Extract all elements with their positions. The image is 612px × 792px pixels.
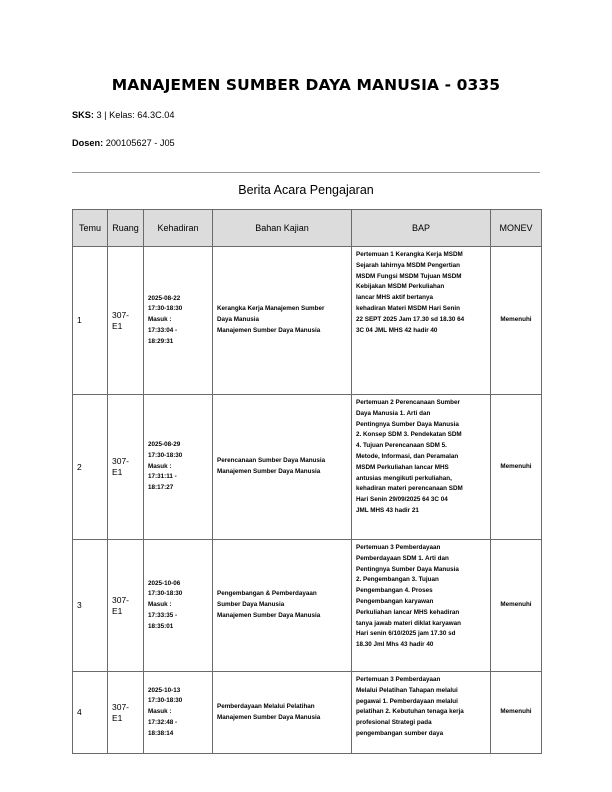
cell-bahan-kajian: [213, 540, 352, 672]
kehadiran-line: 2025-10-06: [148, 579, 181, 587]
bahan-line: Daya Manusia: [217, 316, 259, 324]
bap-line: Pertemuan 3 Pemberdayaan: [356, 676, 441, 683]
table-body: [73, 247, 542, 754]
cell-bap: [352, 395, 491, 540]
bap-line: Pemberdayaan SDM 1. Arti dan: [356, 554, 449, 562]
dosen-info: [72, 138, 175, 148]
bap-line: 18.30 Jml Mhs 43 hadir 40: [356, 641, 434, 649]
ruang-line: E1: [112, 467, 123, 477]
bahan-line: Perencanaan Sumber Daya Manusia: [217, 457, 326, 465]
bap-line: Pentingnya Sumber Daya Manusia: [356, 420, 459, 428]
sks-value: 3 | Kelas: 64.3C.04: [96, 110, 175, 120]
bap-line: Perkuliahan lancar MHS kehadiran: [356, 608, 460, 616]
kehadiran-line: 17:33:35 -: [148, 611, 178, 619]
bap-line: MSDM Fungsi MSDM Tujuan MSDM: [356, 272, 462, 280]
bap-line: MSDM Perkuliahan lancar MHS: [356, 463, 449, 471]
bap-line: Pertemuan 3 Pemberdayaan: [356, 544, 441, 551]
kehadiran-line: 2025-08-29: [148, 441, 181, 448]
bap-line: Daya Manusia 1. Arti dan: [356, 409, 431, 417]
bahan-line: Manajemen Sumber Daya Manusia: [217, 468, 321, 475]
bap-line: Hari senin 6/10/2025 jam 17.30 sd: [356, 630, 456, 638]
bap-line: tanya jawab materi diklat karyawan: [356, 619, 461, 627]
header-ruang: Ruang: [108, 210, 144, 247]
bap-line: pegawai 1. Pemberdayaan melalui: [356, 697, 458, 705]
kehadiran-line: 2025-08-22: [148, 294, 181, 302]
bahan-line: Manajemen Sumber Daya Manusia: [217, 713, 321, 721]
kehadiran-line: 17:30-18:30: [148, 590, 183, 598]
cell-bahan-kajian: [213, 395, 352, 540]
cell-kehadiran: [144, 395, 213, 540]
kehadiran-line: Masuk :: [148, 316, 172, 324]
ruang-line: 307-: [112, 594, 130, 605]
kehadiran-line: 2025-10-13: [148, 686, 181, 694]
ruang-line: E1: [112, 605, 123, 616]
cell-ruang: [108, 247, 144, 395]
bap-line: pelatihan 2. Kebutuhan tenaga kerja: [356, 708, 464, 716]
table-row: [73, 672, 542, 754]
sks-info: [72, 110, 175, 120]
bap-line: Metode, Informasi, dan Peramalan: [356, 452, 459, 460]
bahan-line: Kerangka Kerja Manajemen Sumber: [217, 305, 325, 313]
cell-kehadiran: [144, 672, 213, 754]
header-kehadiran: Kehadiran: [144, 210, 213, 247]
header-temu: Temu: [73, 210, 108, 247]
ruang-line: E1: [112, 712, 123, 723]
header-bap: BAP: [352, 210, 491, 247]
bap-line: Pengembangan 4. Proses: [356, 587, 433, 595]
bap-line: JML MHS 43 hadir 21: [356, 506, 419, 514]
kehadiran-line: Masuk :: [148, 462, 172, 470]
table-row: [73, 540, 542, 672]
cell-monev: Memenuhi: [491, 247, 542, 395]
table-row: [73, 395, 542, 540]
ruang-line: 307-: [112, 456, 130, 466]
bap-line: kehadiran Materi MSDM Hari Senin: [356, 304, 460, 312]
bap-line: Sejarah lahirnya MSDM Pengertian: [356, 261, 460, 269]
bap-line: 2. Pengembangan 3. Tujuan: [356, 576, 439, 584]
section-title: Berita Acara Pengajaran: [238, 183, 374, 197]
cell-kehadiran: [144, 247, 213, 395]
bahan-line: Manajemen Sumber Daya Manusia: [217, 326, 321, 334]
bahan-line: Sumber Daya Manusia: [217, 601, 285, 609]
ruang-line: 307-: [112, 701, 130, 712]
bap-line: 22 SEPT 2025 Jam 17.30 sd 18.30 64: [356, 315, 465, 323]
cell-ruang: [108, 540, 144, 672]
dosen-label: Dosen:: [72, 138, 104, 148]
ruang-line: 307-: [112, 309, 130, 320]
bap-line: 3C 04 JML MHS 42 hadir 40: [356, 326, 438, 334]
bap-line: Hari Senin 29/09/2025 64 3C 04: [356, 496, 448, 504]
kehadiran-line: Masuk :: [148, 708, 172, 716]
bap-line: profesional Strategi pada: [356, 719, 432, 727]
bahan-line: Pemberdayaan Melalui Pelatihan: [217, 702, 315, 710]
kehadiran-line: 17:30-18:30: [148, 451, 183, 459]
cell-temu: 1: [73, 247, 108, 395]
table-row: [73, 247, 542, 395]
cell-monev: Memenuhi: [491, 672, 542, 754]
bap-line: lancar MHS aktif bertanya: [356, 294, 433, 302]
kehadiran-line: 17:30-18:30: [148, 305, 183, 313]
bap-line: Melalui Pelatihan Tahapan melalui: [356, 686, 458, 694]
kehadiran-line: 17:32:48 -: [148, 718, 178, 726]
kehadiran-line: 18:38:14: [148, 729, 174, 737]
header-bahan-kajian: Bahan Kajian: [213, 210, 352, 247]
cell-monev: Memenuhi: [491, 540, 542, 672]
kehadiran-line: 17:31:11 -: [148, 473, 177, 481]
cell-ruang: [108, 395, 144, 540]
cell-kehadiran: [144, 540, 213, 672]
kehadiran-line: 17:30-18:30: [148, 697, 183, 705]
sks-label: SKS:: [72, 110, 94, 120]
bap-line: antusias mengikuti perkuliahan,: [356, 474, 452, 482]
bap-line: 2. Konsep SDM 3. Pendekatan SDM: [356, 431, 462, 439]
bahan-line: Manajemen Sumber Daya Manusia: [217, 611, 321, 619]
cell-bap: [352, 247, 491, 395]
table-header-row: [73, 210, 542, 247]
bap-line: Pertemuan 2 Perencanaan Sumber: [356, 399, 460, 406]
bap-line: kehadiran materi perencanaan SDM: [356, 485, 463, 493]
bap-table: [72, 209, 542, 754]
cell-bahan-kajian: [213, 672, 352, 754]
kehadiran-line: 18:29:31: [148, 337, 174, 345]
header-monev: MONEV: [491, 210, 542, 247]
cell-bap: [352, 540, 491, 672]
bahan-line: Pengembangan & Pemberdayaan: [217, 590, 317, 598]
bap-line: Pengembangan karyawan: [356, 597, 434, 605]
bap-line: Pertemuan 1 Kerangka Kerja MSDM: [356, 251, 463, 258]
bap-line: Kebijakan MSDM Perkuliahan: [356, 283, 445, 291]
cell-temu: 3: [73, 540, 108, 672]
bap-line: Pentingnya Sumber Daya Manusia: [356, 565, 459, 573]
kehadiran-line: 18:35:01: [148, 622, 174, 630]
cell-bap: [352, 672, 491, 754]
bap-line: pengembangan sumber daya: [356, 729, 444, 737]
cell-monev: Memenuhi: [491, 395, 542, 540]
cell-bahan-kajian: [213, 247, 352, 395]
dosen-value: 200105627 - J05: [105, 138, 175, 148]
kehadiran-line: 18:17:27: [148, 484, 174, 492]
divider: [72, 172, 540, 173]
course-title: MANAJEMEN SUMBER DAYA MANUSIA - 0335: [111, 76, 501, 94]
cell-temu: 4: [73, 672, 108, 754]
cell-temu: 2: [73, 395, 108, 540]
cell-ruang: [108, 672, 144, 754]
bap-line: 4. Tujuan Perencanaan SDM 5.: [356, 442, 447, 450]
kehadiran-line: Masuk :: [148, 601, 172, 609]
kehadiran-line: 17:33:04 -: [148, 326, 178, 334]
ruang-line: E1: [112, 320, 123, 331]
